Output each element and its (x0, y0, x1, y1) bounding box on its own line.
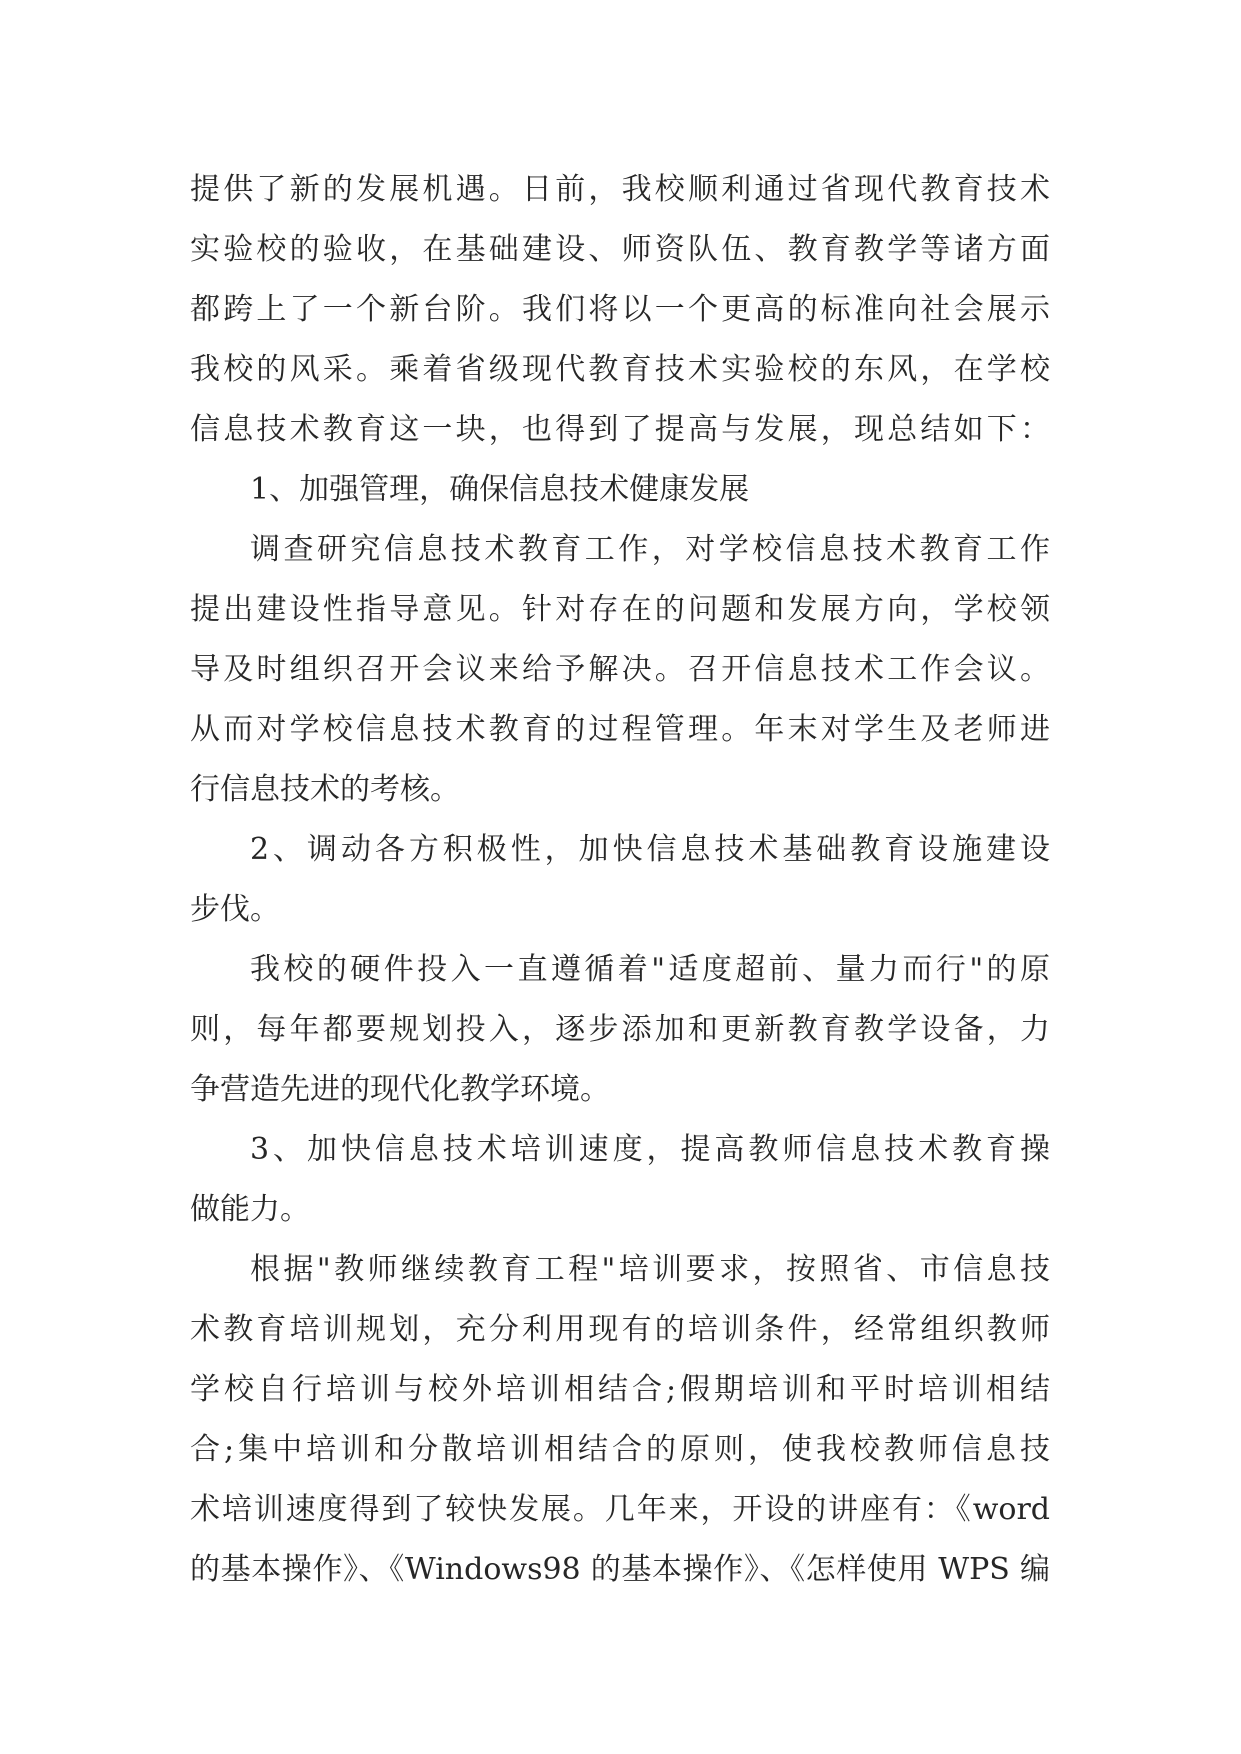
text-line: 提供了新的发展机遇。日前，我校顺利通过省现代教育技术 (190, 172, 1050, 207)
section-heading-2: 2、调动各方积极性，加快信息技术基础教育设施建设 (250, 832, 1050, 867)
text-line: 导及时组织召开会议来给予解决。召开信息技术工作会议。 (190, 652, 1050, 687)
text-line: 调查研究信息技术教育工作，对学校信息技术教育工作 (250, 532, 1050, 567)
document-body (190, 160, 1050, 1600)
text-line: 步伐。 (190, 892, 280, 927)
text-line: 从而对学校信息技术教育的过程管理。年末对学生及老师进 (190, 712, 1050, 747)
text-line: 争营造先进的现代化教学环境。 (190, 1072, 610, 1107)
text-line: 行信息技术的考核。 (190, 772, 460, 807)
text-line: 实验校的验收，在基础建设、师资队伍、教育教学等诸方面 (190, 232, 1050, 267)
text-line: 做能力。 (190, 1192, 310, 1227)
text-line: 我校的风采。乘着省级现代教育技术实验校的东风，在学校 (190, 352, 1050, 387)
text-line: 合;集中培训和分散培训相结合的原则，使我校教师信息技 (190, 1432, 1050, 1467)
text-line: 的基本操作》、《Windows98 的基本操作》、《怎样使用 WPS 编 (190, 1552, 1050, 1587)
text-line: 术教育培训规划，充分利用现有的培训条件，经常组织教师 (190, 1312, 1050, 1347)
section-heading-3: 3、加快信息技术培训速度，提高教师信息技术教育操 (250, 1132, 1050, 1167)
text-line: 术培训速度得到了较快发展。几年来，开设的讲座有：《word (190, 1492, 1050, 1527)
text-line: 学校自行培训与校外培训相结合;假期培训和平时培训相结 (190, 1372, 1050, 1407)
text-line: 都跨上了一个新台阶。我们将以一个更高的标准向社会展示 (190, 292, 1050, 327)
section-heading-1: 1、加强管理，确保信息技术健康发展 (250, 472, 750, 507)
text-line: 我校的硬件投入一直遵循着"适度超前、量力而行"的原 (250, 952, 1050, 987)
text-line: 根据"教师继续教育工程"培训要求，按照省、市信息技 (250, 1252, 1050, 1287)
text-line: 则，每年都要规划投入，逐步添加和更新教育教学设备，力 (190, 1012, 1050, 1047)
text-line: 提出建设性指导意见。针对存在的问题和发展方向，学校领 (190, 592, 1050, 627)
text-line: 信息技术教育这一块，也得到了提高与发展，现总结如下： (190, 412, 1050, 447)
